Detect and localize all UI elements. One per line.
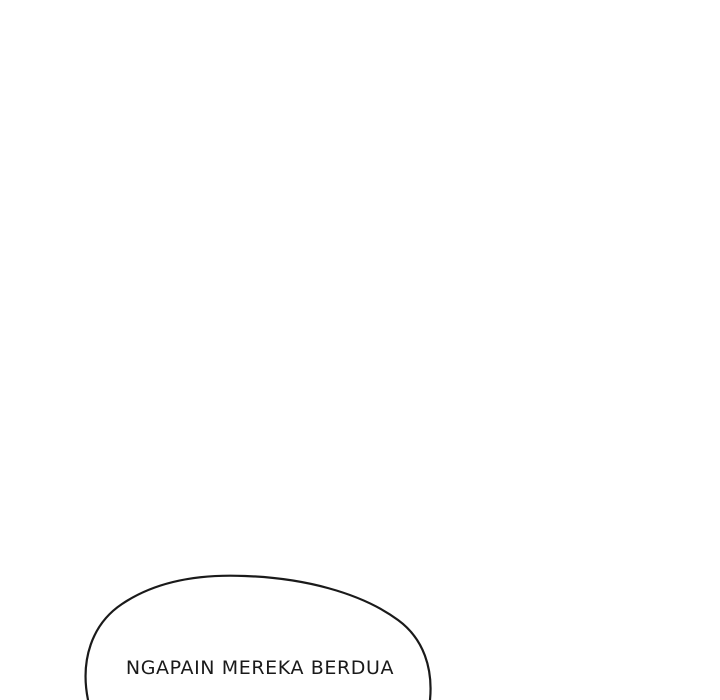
speech-bubble-text: NGAPAIN MEREKA BERDUA xyxy=(125,657,395,679)
